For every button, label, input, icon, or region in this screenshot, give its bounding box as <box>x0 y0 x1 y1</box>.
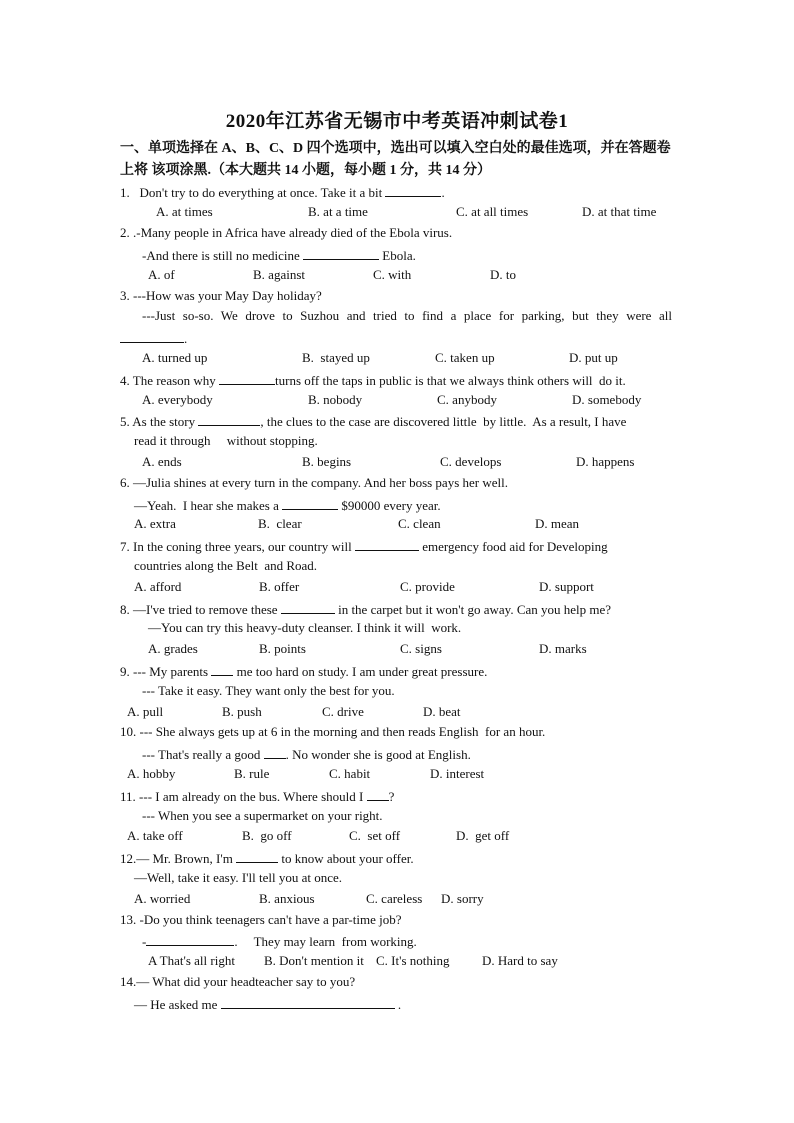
question-8-option-b: B. points <box>259 641 306 656</box>
question-2-response: -And there is still no medicine Ebola. <box>142 248 416 263</box>
question-2-option-b: B. against <box>253 267 305 282</box>
question-10-stem: 10. --- She always gets up at 6 in the morning and then reads English for an hour. <box>120 724 546 739</box>
question-13-option-a: A That's all right <box>148 953 235 968</box>
question-6-response: —Yeah. I hear she makes a $90000 every year. <box>134 498 441 513</box>
question-3-option-d: D. put up <box>569 350 618 365</box>
page-title: 2020年江苏省无锡市中考英语冲刺试卷1 <box>225 111 569 132</box>
question-7-option-b: B. offer <box>259 579 300 594</box>
question-6-option-d: D. mean <box>535 516 580 531</box>
question-3-response: ---Just so-so. We drove to Suzhou and tried to find a place for parking, but they were all <box>142 308 672 323</box>
answer-blank <box>198 412 260 426</box>
answer-blank <box>146 932 234 946</box>
answer-blank <box>236 849 278 863</box>
question-9-option-b: B. push <box>222 704 262 719</box>
question-5-option-d: D. happens <box>576 454 635 469</box>
question-10-option-b: B. rule <box>234 766 270 781</box>
question-4-option-d: D. somebody <box>572 392 642 407</box>
question-13-option-d: D. Hard to say <box>482 953 558 968</box>
question-9-option-d: D. beat <box>423 704 461 719</box>
question-4-option-b: B. nobody <box>308 392 363 407</box>
question-10-option-c: C. habit <box>329 766 371 781</box>
question-1-option-b: B. at a time <box>308 204 368 219</box>
question-12-option-a: A. worried <box>134 891 191 906</box>
question-5-stem-cont: read it through without stopping. <box>134 433 318 448</box>
question-9-stem: 9. --- My parents me too hard on study. I am under great pressure. <box>120 664 488 679</box>
question-1-option-c: C. at all times <box>456 204 529 219</box>
answer-blank <box>303 246 379 260</box>
answer-blank <box>367 787 389 801</box>
answer-blank <box>120 329 184 343</box>
question-13-stem: 13. -Do you think teenagers can't have a par-time job? <box>120 912 402 927</box>
question-5-option-c: C. develops <box>440 454 502 469</box>
question-6-option-b: B. clear <box>258 516 302 531</box>
question-3-option-a: A. turned up <box>142 350 208 365</box>
question-4-option-c: C. anybody <box>437 392 497 407</box>
question-11-response: --- When you see a supermarket on your right. <box>142 808 383 823</box>
question-7-option-d: D. support <box>539 579 594 594</box>
question-9-response: --- Take it easy. They want only the best for you. <box>142 683 395 698</box>
question-2-stem: 2. .-Many people in Africa have already died of the Ebola virus. <box>120 225 453 240</box>
question-8-response: —You can try this heavy-duty cleanser. I think it will work. <box>148 620 462 635</box>
question-9-option-c: C. drive <box>322 704 364 719</box>
answer-blank <box>264 745 286 759</box>
question-7-option-a: A. afford <box>134 579 182 594</box>
question-10-option-a: A. hobby <box>127 766 176 781</box>
question-1-option-a: A. at times <box>156 204 213 219</box>
question-1-option-d: D. at that time <box>582 204 657 219</box>
question-2-option-c: C. with <box>373 267 412 282</box>
question-4-option-a: A. everybody <box>142 392 213 407</box>
question-9-option-a: A. pull <box>127 704 164 719</box>
question-12-option-c: C. careless <box>366 891 423 906</box>
question-8-option-c: C. signs <box>400 641 442 656</box>
answer-blank <box>385 183 441 197</box>
question-10-response: --- That's really a good . No wonder she is good at English. <box>142 747 471 762</box>
question-14-response: — He asked me . <box>134 997 402 1012</box>
question-3-option-b: B. stayed up <box>302 350 370 365</box>
question-4-stem: 4. The reason why turns off the taps in public is that we always think others will do it. <box>120 373 626 388</box>
question-13-option-c: C. It's nothing <box>376 953 450 968</box>
question-12-option-b: B. anxious <box>259 891 315 906</box>
question-6-option-a: A. extra <box>134 516 176 531</box>
answer-blank <box>281 600 335 614</box>
question-8-option-a: A. grades <box>148 641 198 656</box>
question-6-stem: 6. —Julia shines at every turn in the company. And her boss pays her well. <box>120 475 508 490</box>
question-12-option-d: D. sorry <box>441 891 484 906</box>
question-3-option-c: C. taken up <box>435 350 495 365</box>
question-2-option-a: A. of <box>148 267 175 282</box>
answer-blank <box>219 371 275 385</box>
question-2-option-d: D. to <box>490 267 516 282</box>
answer-blank <box>282 496 338 510</box>
answer-blank <box>211 662 233 676</box>
question-8-stem: 8. —I've tried to remove these in the carpet but it won't go away. Can you help me? <box>120 602 612 617</box>
question-11-option-d: D. get off <box>456 828 510 843</box>
answer-blank <box>355 537 419 551</box>
question-7-option-c: C. provide <box>400 579 455 594</box>
question-3-response-cont: . <box>120 329 187 347</box>
question-5-option-a: A. ends <box>142 454 182 469</box>
question-6-option-c: C. clean <box>398 516 441 531</box>
question-13-response: - . They may learn from working. <box>142 934 417 949</box>
question-8-option-d: D. marks <box>539 641 587 656</box>
question-12-response: —Well, take it easy. I'll tell you at once. <box>134 870 343 885</box>
question-5-option-b: B. begins <box>302 454 352 469</box>
question-5-stem: 5. As the story , the clues to the case are discovered little by little. As a result, I have <box>120 414 627 429</box>
section-instruction-line-1: 一、单项选择在 A、B、C、D 四个选项中，选出可以填入空白处的最佳选项，并在答题卷 <box>120 141 671 156</box>
question-14-stem: 14.— What did your headteacher say to you? <box>120 974 356 989</box>
question-13-option-b: B. Don't mention it <box>264 953 364 968</box>
question-1-stem: 1. Don't try to do everything at once. Take it a bit . <box>120 185 445 200</box>
section-instruction-line-2: 上将 该项涂黑.（本大题共 14 小题，每小题 1 分，共 14 分） <box>120 163 491 178</box>
question-11-stem: 11. --- I am already on the bus. Where should I ? <box>120 789 395 804</box>
question-7-stem-cont: countries along the Belt and Road. <box>134 558 318 573</box>
question-7-stem: 7. In the coning three years, our country will emergency food aid for Developing <box>120 539 608 554</box>
question-10-option-d: D. interest <box>430 766 485 781</box>
question-11-option-b: B. go off <box>242 828 292 843</box>
answer-blank <box>221 995 395 1009</box>
question-12-stem: 12.— Mr. Brown, I'm to know about your offer. <box>120 851 414 866</box>
question-11-option-a: A. take off <box>127 828 183 843</box>
question-11-option-c: C. set off <box>349 828 401 843</box>
question-3-stem: 3. ---How was your May Day holiday? <box>120 288 322 303</box>
